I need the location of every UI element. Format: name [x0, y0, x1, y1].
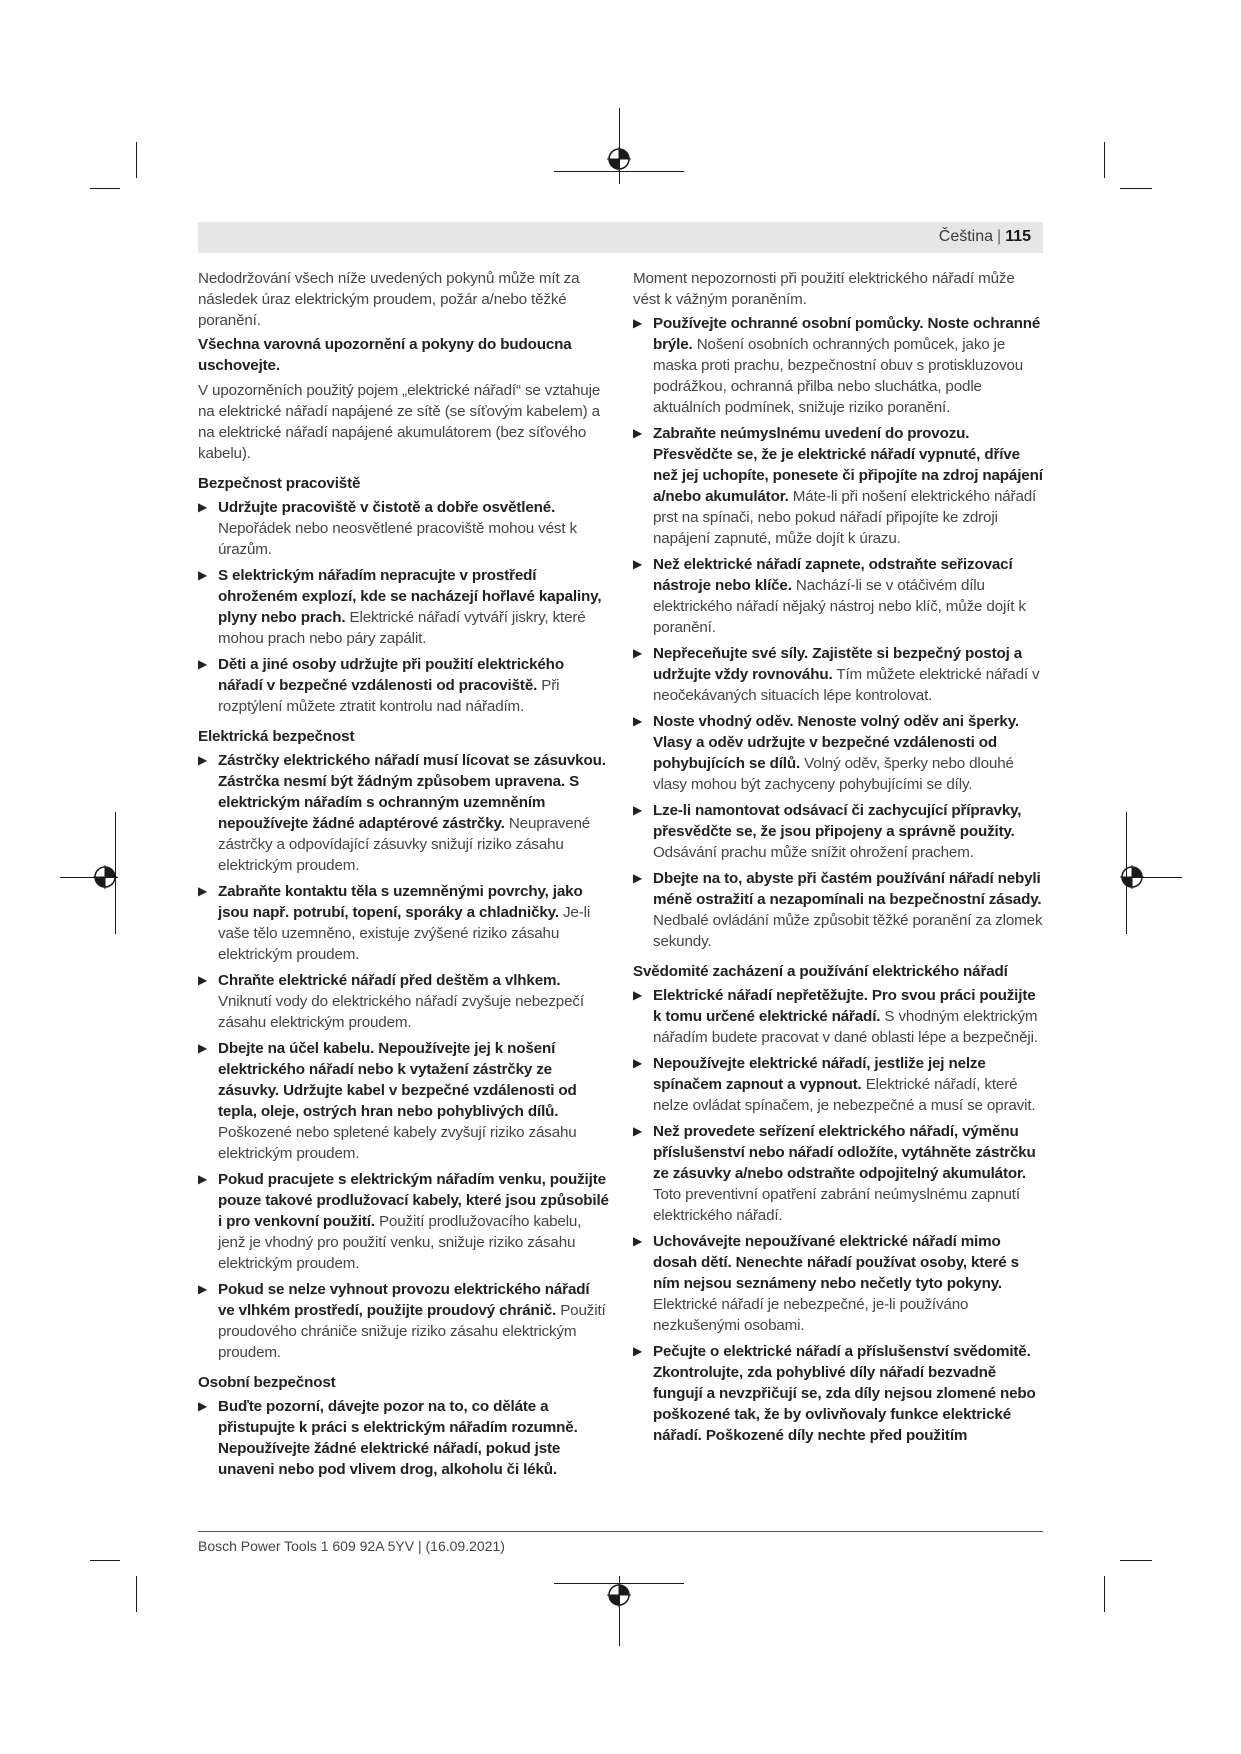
bullet-arrow-icon: ▶ [198, 884, 208, 898]
crop-mark [1120, 1560, 1152, 1561]
bullet-arrow-icon: ▶ [633, 1234, 643, 1248]
page-header-text: Čeština | 115 [938, 228, 1031, 245]
right-column [633, 268, 1045, 1451]
list-item: ▶ Noste vhodný oděv. Nenoste volný oděv ani šperky. Vlasy a oděv udržujte v bezpečné vzdálenosti od pohybujících se dílů. Volný oděv, šperky nebo dlouhé vlasy mohou být zachyceny pohybujícími se díly. [633, 713, 1019, 793]
list-item: ▶ Děti a jiné osoby udržujte při použití elektrického nářadí v bezpečné vzdálenosti od pracoviště. Při rozptýlení můžete ztratit kontrolu nad nářadím. [198, 656, 564, 715]
list-item: ▶ Používejte ochranné osobní pomůcky. Noste ochranné brýle. Nošení osobních ochranných pomůcek, jako je maska proti prachu, bezpečnostní obuv s protiskluzovou podrážkou, ochranná přilba nebo sluchátka, podle aktuálních podmínek, snižuje riziko poranění. [633, 315, 1041, 416]
list-item: ▶ Nepoužívejte elektrické nářadí, jestliže jej nelze spínačem zapnout a vypnout. Elektrické nářadí, které nelze ovládat spínačem, je nebezpečné a musí se opravit. [633, 1055, 1036, 1114]
section-heading-handling: Svědomité zacházení a používání elektrického nářadí [633, 963, 1008, 980]
bullet-arrow-icon: ▶ [198, 1172, 208, 1186]
bullet-arrow-icon: ▶ [633, 557, 643, 571]
list-item: ▶ Elektrické nářadí nepřetěžujte. Pro svou práci použijte k tomu určené elektrické nářadí. S vhodným elektrickým nářadím budete pracovat v dané oblasti lépe a bezpečněji. [633, 987, 1038, 1046]
bullet-arrow-icon: ▶ [633, 871, 643, 885]
list-item: ▶ Dbejte na účel kabelu. Nepoužívejte jej k nošení elektrického nářadí nebo k vytažení zástrčky ze zásuvky. Udržujte kabel v bezpečné vzdálenosti od tepla, oleje, ostrých hran nebo pohyblivých dílů. Poškozené nebo spletené kabely zvyšují riziko zásahu elektrickým proudem. [198, 1040, 577, 1162]
crop-mark [90, 188, 120, 189]
bullet-arrow-icon: ▶ [633, 988, 643, 1002]
crop-mark [136, 142, 137, 178]
bullet-arrow-icon: ▶ [198, 973, 208, 987]
bullet-arrow-icon: ▶ [633, 1056, 643, 1070]
page-footer: Bosch Power Tools 1 609 92A 5YV | (16.09.2021) [198, 1538, 505, 1554]
registration-line [619, 108, 620, 184]
bullet-arrow-icon: ▶ [633, 1124, 643, 1138]
list-item: ▶ Dbejte na to, abyste při častém používání nářadí nebyli méně ostražití a nezapomínali na bezpečnostní zásady. Nedbalé ovládání může způsobit těžké poranění za zlomek sekundy. [633, 870, 1043, 950]
list-item: ▶ S elektrickým nářadím nepracujte v prostředí ohroženém explozí, kde se nacházejí hořlavé kapaliny, plyny nebo prach. Elektrické nářadí vytváří jiskry, které mohou prach nebo páry zapálit. [198, 567, 602, 647]
registration-target-icon [607, 147, 631, 171]
section-heading-workplace: Bezpečnost pracoviště [198, 475, 361, 492]
bullet-arrow-icon: ▶ [198, 1041, 208, 1055]
intro-paragraph: Nedodržování všech níže uvedených pokynů může mít za následek úraz elektrickým proudem, požár a/nebo těžké poranění. [198, 270, 580, 329]
registration-line [554, 171, 684, 172]
bullet-arrow-icon: ▶ [633, 714, 643, 728]
section-heading-electrical: Elektrická bezpečnost [198, 728, 355, 745]
section-heading-personal: Osobní bezpečnost [198, 1374, 336, 1391]
list-item: ▶ Nepřeceňujte své síly. Zajistěte si bezpečný postoj a udržujte vždy rovnováhu. Tím můžete elektrické nářadí v neočekávaných situacích lépe kontrolovat. [633, 645, 1040, 704]
bullet-arrow-icon: ▶ [633, 646, 643, 660]
page-number: 115 [1005, 228, 1031, 245]
handling-list [633, 985, 1045, 1446]
list-item: ▶ Buďte pozorní, dávejte pozor na to, co děláte a přistupujte k práci s elektrickým nářadím rozumně. Nepoužívejte žádné elektrické nářadí, pokud jste unaveni nebo pod vlivem drog, alkoholu či léků. [198, 1398, 578, 1478]
workplace-list [198, 497, 610, 717]
list-item: ▶ Zástrčky elektrického nářadí musí lícovat se zásuvkou. Zástrčka nesmí být žádným způsobem upravena. S elektrickým nářadím s ochranným uzemněním nepoužívejte žádné adaptérové zástrčky. Neupravené zástrčky a odpovídající zásuvky snižují riziko zásahu elektrickým proudem. [198, 752, 606, 874]
crop-mark [136, 1576, 137, 1612]
bullet-arrow-icon: ▶ [633, 1344, 643, 1358]
list-item: ▶ Pokud pracujete s elektrickým nářadím venku, použijte pouze takové prodlužovací kabely, které jsou způsobilé i pro venkovní použití. Použití prodlužovacího kabelu, jenž je vhodný pro použití venku, snižuje riziko zásahu elektrickým proudem. [198, 1171, 609, 1272]
bullet-arrow-icon: ▶ [198, 568, 208, 582]
personal-list [198, 1396, 610, 1480]
list-item: ▶ Udržujte pracoviště v čistotě a dobře osvětlené. Nepořádek nebo neosvětlené pracoviště mohou vést k úrazům. [198, 499, 577, 558]
bullet-arrow-icon: ▶ [198, 1399, 208, 1413]
header-language: Čeština [938, 228, 994, 245]
page-header [198, 222, 1043, 253]
list-item: ▶ Pečujte o elektrické nářadí a příslušenství svědomitě. Zkontrolujte, zda pohyblivé díly nářadí bezvadně fungují a nevzpřičují se, zda díly nejsou zlomené nebo poškozené tak, že by ovlivňovaly funkce elektrické nářadí. Poškozené díly nechte před použitím [633, 1343, 1036, 1444]
left-column [198, 268, 610, 1485]
personal-list-continued [633, 313, 1045, 952]
list-item: ▶ Než provedete seřízení elektrického nářadí, výměnu příslušenství nebo nářadí odložíte, vytáhněte zástrčku ze zásuvky a/nebo odstraňte odpojitelný akumulátor. Toto preventivní opatření zabrání neúmyslnému zapnutí elektrického nářadí. [633, 1123, 1036, 1224]
list-item: ▶ Chraňte elektrické nářadí před deštěm a vlhkem. Vniknutí vody do elektrického nářadí zvyšuje nebezpečí zásahu elektrickým proudem. [198, 972, 584, 1031]
bullet-arrow-icon: ▶ [198, 753, 208, 767]
bullet-arrow-icon: ▶ [633, 426, 643, 440]
crop-mark [1104, 1576, 1105, 1612]
keep-instructions-notice: Všechna varovná upozornění a pokyny do budoucna uschovejte. [198, 336, 572, 374]
list-item: ▶ Lze-li namontovat odsávací či zachycující přípravky, přesvědčte se, že jsou připojeny a správně použity. Odsávání prachu může snížit ohrožení prachem. [633, 802, 1022, 861]
list-item: ▶ Pokud se nelze vyhnout provozu elektrického nářadí ve vlhkém prostředí, použijte proudový chránič. Použití proudového chrániče snižuje riziko zásahu elektrickým proudem. [198, 1281, 606, 1361]
list-item: ▶ Uchovávejte nepoužívané elektrické nářadí mimo dosah dětí. Nenechte nářadí používat osoby, které s ním nejsou seznámeny nebo nečetly tyto pokyny. Elektrické nářadí je nebezpečné, je-li používáno nezkušenými osobami. [633, 1233, 1019, 1334]
bullet-arrow-icon: ▶ [198, 500, 208, 514]
bullet-arrow-icon: ▶ [633, 803, 643, 817]
crop-mark [90, 1560, 120, 1561]
crop-mark [1120, 188, 1152, 189]
list-item: ▶ Zabraňte kontaktu těla s uzemněnými povrchy, jako jsou např. potrubí, topení, sporáky a chladničky. Je-li vaše tělo uzemněno, existuje zvýšené riziko zásahu elektrickým proudem. [198, 883, 591, 963]
registration-target-icon [607, 1583, 631, 1607]
bullet-arrow-icon: ▶ [198, 657, 208, 671]
bullet-arrow-icon: ▶ [633, 316, 643, 330]
definition-paragraph: V upozorněních použitý pojem „elektrické nářadí“ se vztahuje na elektrické nářadí napájené ze sítě (se síťovým kabelem) a na elektrické nářadí napájené akumulátorem (bez síťového kabelu). [198, 382, 601, 462]
electrical-list [198, 750, 610, 1363]
list-item: ▶ Než elektrické nářadí zapnete, odstraňte seřizovací nástroje nebo klíče. Nachází-li se v otáčivém dílu elektrického nářadí nějaký nástroj nebo klíč, může dojít k poranění. [633, 556, 1026, 636]
list-item: ▶ Zabraňte neúmyslnému uvedení do provozu. Přesvědčte se, že je elektrické nářadí vypnuté, dříve než jej uchopíte, ponesete či připojíte na zdroj napájení a/nebo akumulátor. Máte-li při nošení elektrického nářadí prst na spínači, nebo pokud nářadí připojíte ke zdroji napájení zapnuté, může dojít k úrazu. [633, 425, 1043, 547]
bullet-arrow-icon: ▶ [198, 1282, 208, 1296]
registration-target-icon [93, 865, 117, 889]
registration-target-icon [1120, 865, 1144, 889]
continuation-paragraph: Moment nepozornosti při použití elektrického nářadí může vést k vážným poraněním. [633, 270, 1015, 308]
crop-mark [1104, 142, 1105, 178]
footer-divider [198, 1531, 1043, 1532]
